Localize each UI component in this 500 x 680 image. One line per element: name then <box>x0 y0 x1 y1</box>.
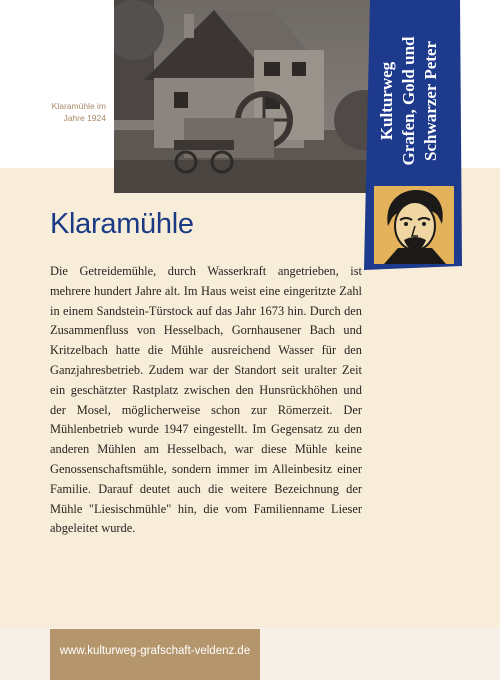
schwarzer-peter-portrait <box>374 186 454 264</box>
banner-line2: Grafen, Gold und <box>399 36 418 166</box>
website-link[interactable]: www.kulturweg-grafschaft-veldenz.de <box>59 645 251 657</box>
website-bar <box>50 629 260 680</box>
article-paragraph: Die Getreidemühle, durch Wasserkraft angetrieben, ist mehrere hundert Jahre alt. Im Haus weist eine eingeritzte Zahl in einem Sandstein-Türstock auf das Jahr 1673 hin. Durch den Zusammenfluss von Hesselbach, Gornhausener Bach und Kritzelbach hatte die Mühle ausreichend Wasser für den Ganzjahresbetrieb. Zudem war der Standort seit uralter Zeit ein geschätzter Rastplatz zwischen den Hunsrückhöhen und der Mosel, möglicherweise schon zur Römerzeit. Der Mühlenbetrieb wurde 1947 eingestellt. Im Gegensatz zu den anderen Mühlen am Hesselbach, war diese Mühle keine Genossenschaftsmühle, sondern immer im Alleinbesitz einer Familie. Darauf deutet auch die weitere Bezeichnung der Mühle "Liesischmühle" hin, die vom Familienname Lieser abgeleitet wurde. <box>50 264 362 536</box>
banner-line1: Kulturweg <box>377 61 396 141</box>
photo-caption-line1: Klaramühle im <box>51 101 106 111</box>
article-body <box>50 262 362 539</box>
banner-line3: Schwarzer Peter <box>421 40 440 162</box>
photo-caption <box>40 100 106 124</box>
historic-mill-photo <box>114 0 386 193</box>
article-title: Klaramühle <box>50 208 194 240</box>
photo-caption-line2: Jahre 1924 <box>63 113 106 123</box>
banner-title <box>372 18 456 184</box>
